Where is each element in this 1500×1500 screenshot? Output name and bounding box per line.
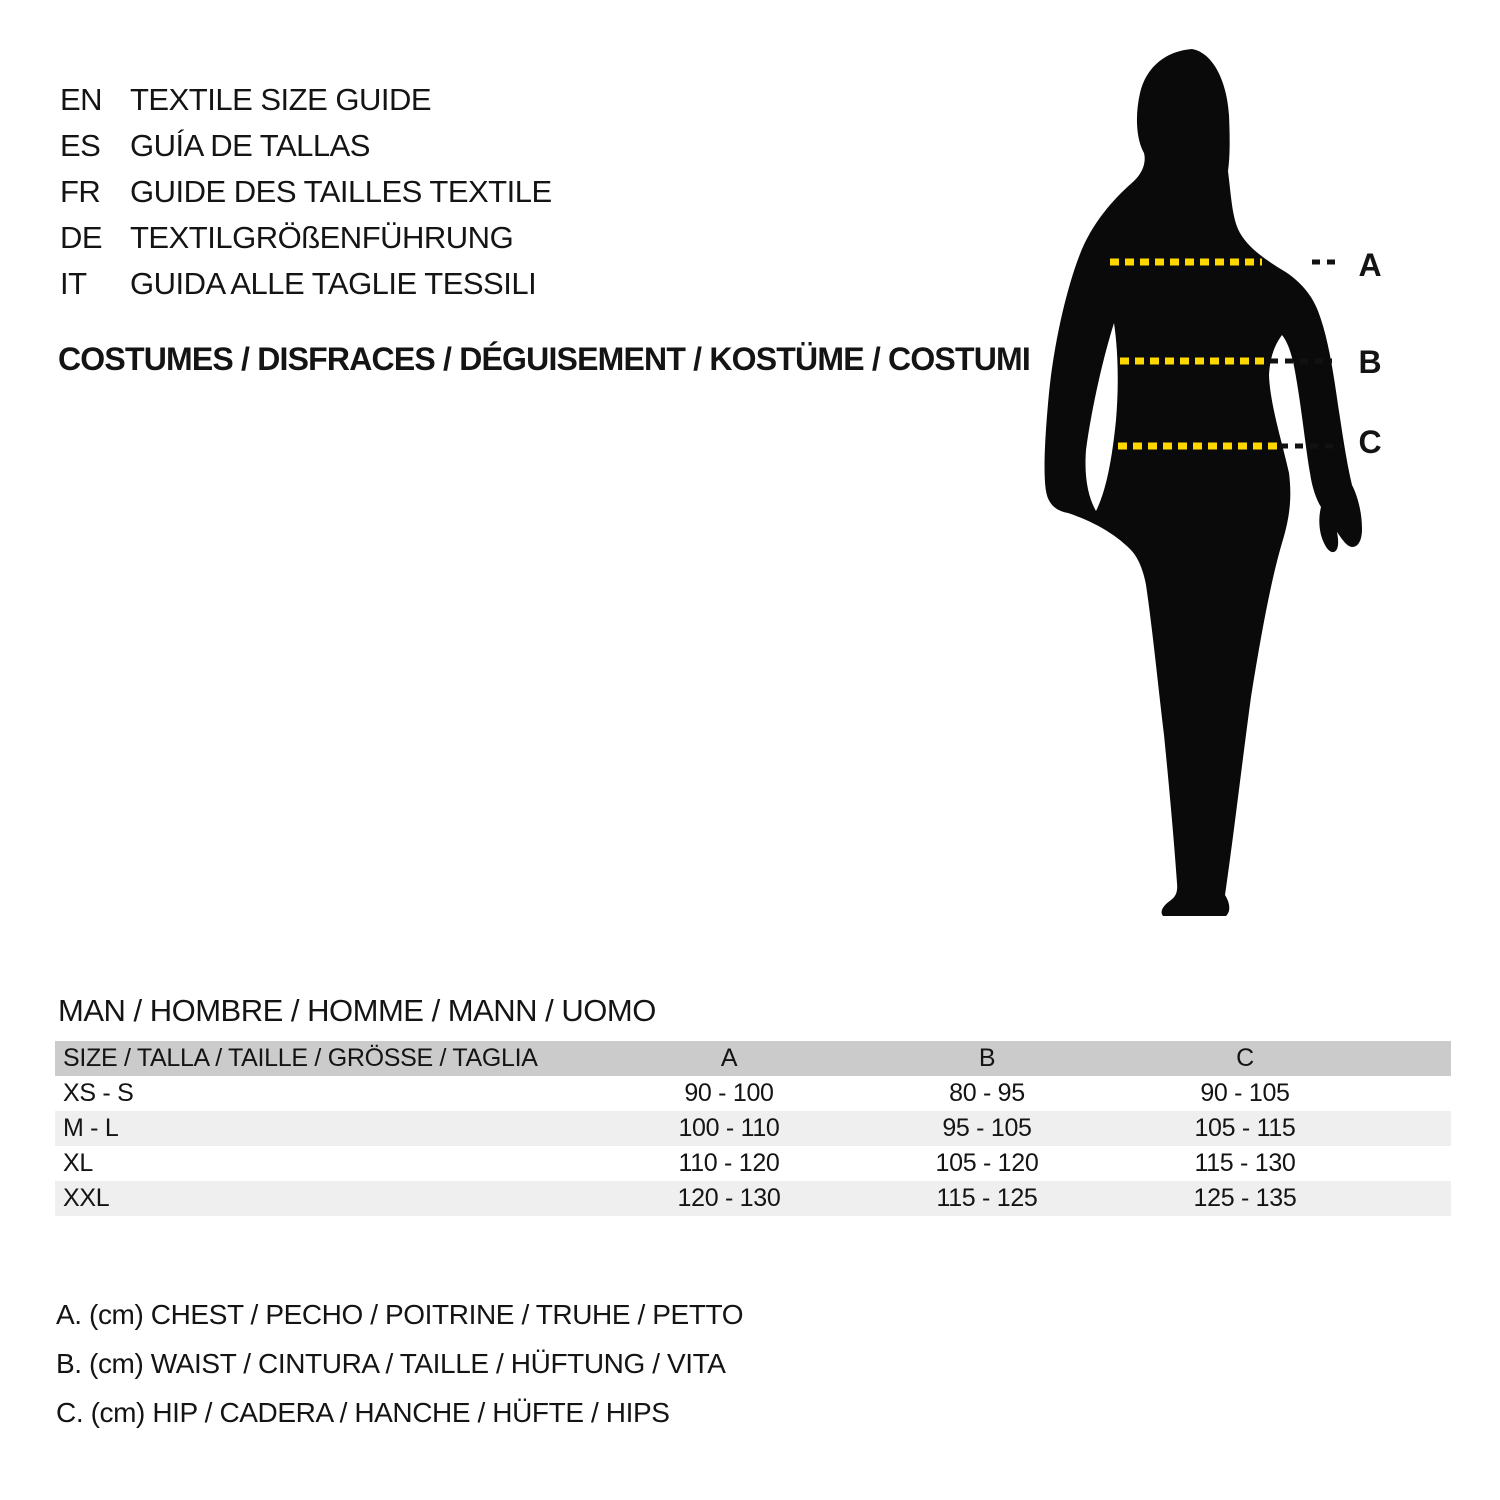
header-col-b: B [978, 1044, 996, 1072]
cell-a: 90 - 100 [684, 1079, 774, 1107]
lang-code: IT [60, 266, 87, 301]
cell-b: 95 - 105 [942, 1114, 1032, 1142]
legend-hip: C. (cm) HIP / CADERA / HANCHE / HÜFTE / HIPS [56, 1397, 670, 1428]
category-line: COSTUMES / DISFRACES / DÉGUISEMENT / KOSTÜME / COSTUMI [58, 341, 1030, 377]
header-col-c: C [1236, 1044, 1254, 1072]
cell-size: XXL [63, 1184, 110, 1212]
language-title-block [60, 77, 552, 307]
lang-code: DE [60, 220, 103, 255]
cell-c: 125 - 135 [1193, 1184, 1297, 1212]
lang-title: GUIDA ALLE TAGLIE TESSILI [130, 266, 537, 301]
size-table [55, 1041, 1451, 1216]
table-row-xs-s [55, 1076, 1451, 1111]
lang-title: GUIDE DES TAILLES TEXTILE [130, 174, 552, 209]
lang-row-de [60, 215, 552, 261]
lang-row-it [60, 261, 552, 307]
lang-title: TEXTILE SIZE GUIDE [130, 82, 432, 117]
cell-c: 115 - 130 [1194, 1149, 1296, 1177]
size-table-header-row [55, 1041, 1451, 1076]
lang-row-en [60, 77, 552, 123]
lang-row-fr [60, 169, 552, 215]
cell-c: 105 - 115 [1194, 1114, 1296, 1142]
man-silhouette-shape [1045, 49, 1362, 916]
measure-label-a: A [1358, 247, 1382, 283]
measurement-legend [56, 1290, 743, 1437]
cell-b: 105 - 120 [935, 1149, 1039, 1177]
measure-label-b: B [1358, 344, 1382, 380]
cell-b: 80 - 95 [949, 1079, 1025, 1107]
cell-b: 115 - 125 [936, 1184, 1038, 1212]
legend-waist: B. (cm) WAIST / CINTURA / TAILLE / HÜFTUNG / VITA [56, 1348, 726, 1379]
lang-code: ES [60, 128, 101, 163]
header-size: SIZE / TALLA / TAILLE / GRÖSSE / TAGLIA [63, 1044, 538, 1072]
lang-title: GUÍA DE TALLAS [130, 128, 370, 163]
lang-title: TEXTILGRÖßENFÜHRUNG [130, 220, 514, 255]
cell-size: M - L [63, 1114, 119, 1142]
cell-size: XL [63, 1149, 93, 1177]
table-row-xxl [55, 1181, 1451, 1216]
lang-code: EN [60, 82, 103, 117]
cell-a: 100 - 110 [678, 1114, 780, 1142]
cell-a: 120 - 130 [677, 1184, 781, 1212]
table-row-xl [55, 1146, 1451, 1181]
lang-code: FR [60, 174, 101, 209]
cell-a: 110 - 120 [678, 1149, 780, 1177]
legend-chest: A. (cm) CHEST / PECHO / POITRINE / TRUHE / PETTO [56, 1299, 744, 1330]
section-label-man: MAN / HOMBRE / HOMME / MANN / UOMO [58, 993, 656, 1028]
measure-label-c: C [1358, 424, 1382, 460]
lang-row-es [60, 123, 552, 169]
man-silhouette-figure [1040, 45, 1400, 955]
header-col-a: A [720, 1044, 738, 1072]
cell-size: XS - S [63, 1079, 134, 1107]
table-row-m-l [55, 1111, 1451, 1146]
cell-c: 90 - 105 [1200, 1079, 1290, 1107]
